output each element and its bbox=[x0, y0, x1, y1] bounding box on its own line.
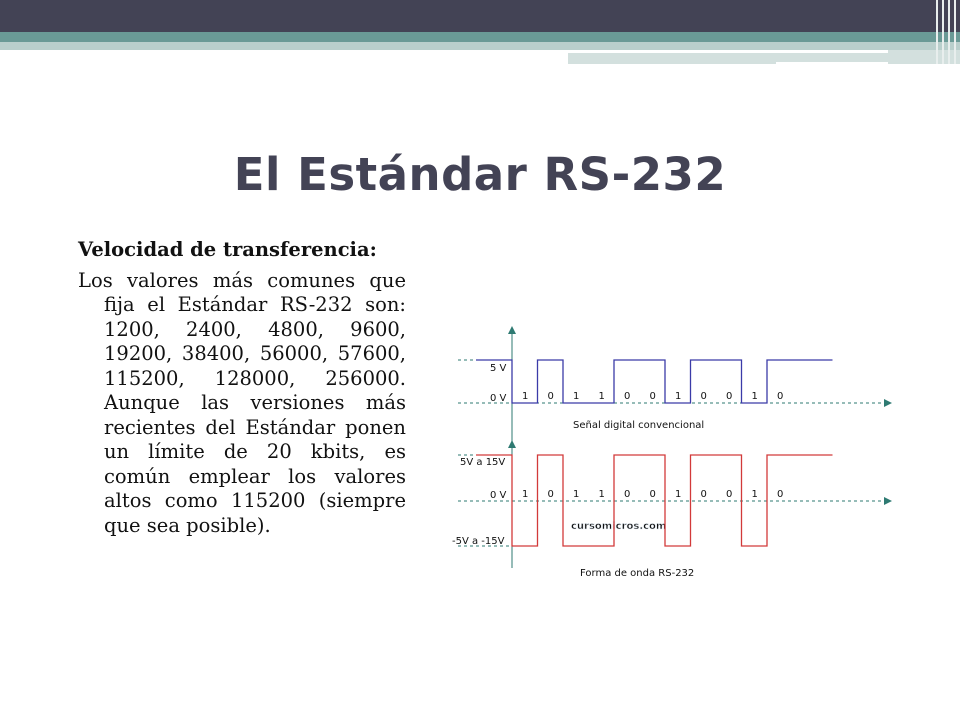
bottom-low-label: -5V a -15V bbox=[452, 536, 505, 547]
bottom-bit-labels bbox=[522, 489, 783, 500]
bottom-bit-label: 1 bbox=[598, 489, 605, 500]
body-paragraph: Los valores más comunes que fija el Estándar RS-232 son: 1200, 2400, 4800, 9600, 19200, 38400, 56000, 57600, 115200, 128000, 256000. Aunque las versiones más recientes del Estándar ponen un límite de 20 kbits, es común emplear los valores altos como 115200 (siempre que sea posible). bbox=[78, 268, 406, 537]
rs232-waveform-diagram bbox=[450, 322, 900, 582]
slide-title: El Estándar RS-232 bbox=[233, 148, 727, 201]
top-bit-label: 1 bbox=[573, 391, 580, 402]
corner-decoration bbox=[930, 0, 960, 64]
top-bit-label: 1 bbox=[675, 391, 682, 402]
header-bar-dark bbox=[0, 0, 960, 32]
header-accent-line-short bbox=[776, 62, 888, 64]
top-bit-label: 0 bbox=[726, 391, 733, 402]
top-bit-label: 0 bbox=[649, 391, 656, 402]
top-bit-label: 0 bbox=[700, 391, 707, 402]
section-heading: Velocidad de transferencia: bbox=[78, 238, 377, 261]
bottom-bit-label: 1 bbox=[573, 489, 580, 500]
watermark-text: cursomicros.com bbox=[571, 521, 667, 532]
top-high-label: 5 V bbox=[490, 363, 507, 374]
bottom-bit-label: 0 bbox=[777, 489, 784, 500]
top-bit-label: 0 bbox=[547, 391, 554, 402]
body-text bbox=[78, 238, 406, 544]
bottom-bit-label: 1 bbox=[675, 489, 682, 500]
bottom-bit-label: 1 bbox=[751, 489, 758, 500]
top-bit-label: 0 bbox=[777, 391, 784, 402]
bottom-zero-label: 0 V bbox=[490, 490, 507, 501]
bottom-bit-label: 0 bbox=[547, 489, 554, 500]
bottom-bit-label: 0 bbox=[624, 489, 631, 500]
top-bit-label: 1 bbox=[598, 391, 605, 402]
top-low-label: 0 V bbox=[490, 393, 507, 404]
top-bit-label: 0 bbox=[624, 391, 631, 402]
bottom-bit-label: 0 bbox=[726, 489, 733, 500]
header-accent-line bbox=[568, 50, 888, 53]
bottom-waveform bbox=[476, 455, 833, 546]
bottom-bit-label: 0 bbox=[700, 489, 707, 500]
top-bit-labels bbox=[522, 391, 783, 402]
header-bar-light bbox=[0, 42, 960, 50]
bottom-bit-label: 0 bbox=[649, 489, 656, 500]
top-caption: Señal digital convencional bbox=[573, 420, 705, 431]
bottom-caption: Forma de onda RS-232 bbox=[580, 568, 695, 579]
bottom-high-label: 5V a 15V bbox=[460, 457, 506, 468]
header-bar-teal bbox=[0, 32, 960, 42]
bottom-bit-label: 1 bbox=[522, 489, 529, 500]
top-bit-label: 1 bbox=[751, 391, 758, 402]
top-bit-label: 1 bbox=[522, 391, 529, 402]
